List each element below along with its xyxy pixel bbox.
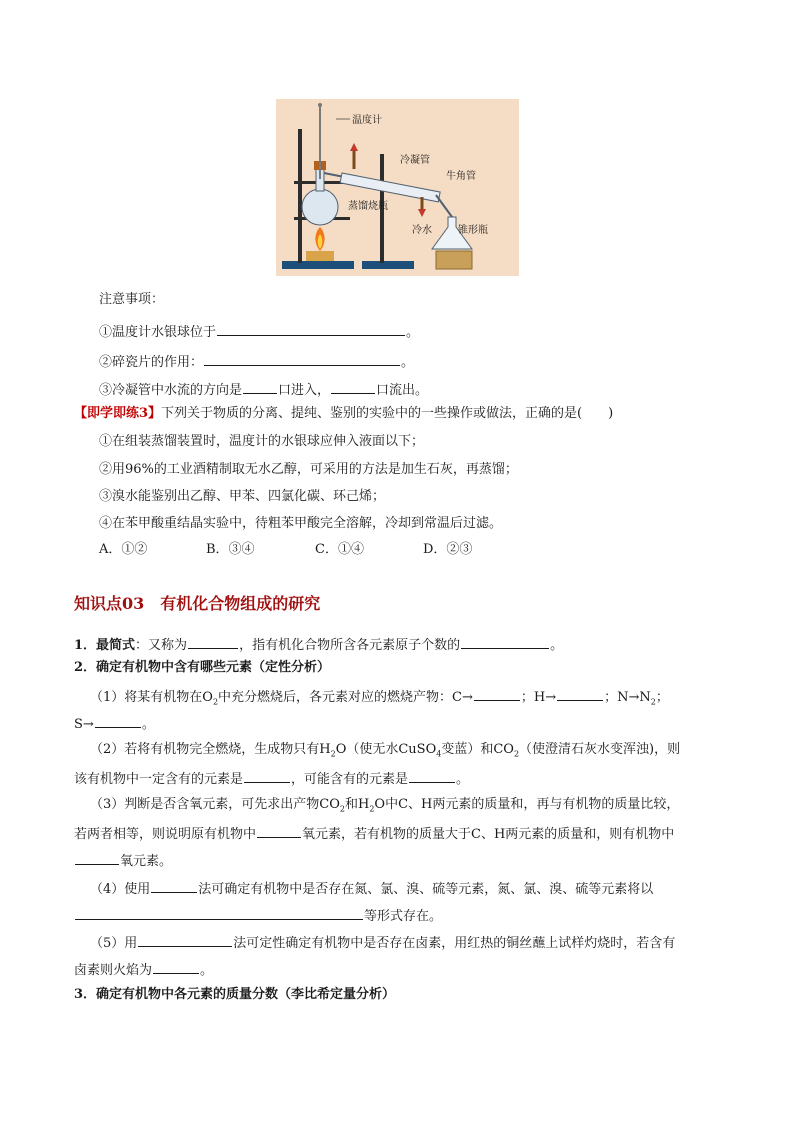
stand-rod-left [298, 129, 302, 263]
label-cold-water: 冷水 [412, 225, 432, 236]
para-2-4: （4）使用 法可确定有机物中是否存在氮、氯、溴、硫等元素，氮、氯、溴、硫等元素将以 [90, 878, 653, 899]
blank [409, 768, 455, 783]
para-2-3-cont: 若两者相等，则说明原有机物中 氧元素，若有机物的质量大于C、H两元素的质量和，则有机物中 [74, 823, 674, 844]
blank [75, 850, 119, 865]
para-2-3: （3）判断是否含氧元素，可先求出产物$CO_2$和$H_2O$中C、H两元素的质量和，再与有机物的质量比较， [90, 797, 680, 814]
para-2-2: （2）若将有机物完全燃烧，生成物只有$H_2O$（使无水CuSO$_4$变蓝）和$CO_2$（使澄清石灰水变浑浊)，则 [90, 742, 681, 759]
para-2-2-cont: 该有机物中一定含有的元素是 ，可能含有的元素是 。 [74, 768, 469, 789]
para-2-1: （1）将某有机物在$O_2$中充分燃烧后，各元素对应的燃烧产物：C→ ；H→ ；$N\to N_2$； [90, 686, 669, 712]
exercise-option-b: B．③④ [206, 542, 255, 557]
blank [244, 768, 290, 783]
stand-base-left [282, 261, 354, 269]
blank [75, 905, 363, 920]
exercise-item: ①在组装蒸馏装置时，温度计的水银球应伸入液面以下； [99, 434, 425, 449]
label-conical-flask: 锥形瓶 [458, 225, 488, 236]
note-3: ③冷凝管中水流的方向是 口进入， 口流出。 [99, 379, 428, 400]
section-heading: 知识点03 有机化合物组成的研究 [74, 594, 321, 613]
note-2: ②碎瓷片的作用： 。 [99, 351, 414, 372]
blank [461, 634, 549, 649]
exercise-item: ④在苯甲酸重结晶实验中，待粗苯甲酸完全溶解，冷却到常温后过滤。 [99, 516, 503, 531]
blank [188, 634, 238, 649]
blank [138, 932, 232, 947]
blank [557, 686, 603, 701]
exercise-tag: 【即学即练3】 [74, 406, 162, 421]
blank [204, 351, 400, 366]
label-adapter: 牛角管 [446, 171, 476, 182]
notes-title: 注意事项： [99, 292, 165, 307]
stand-base-right [362, 261, 414, 269]
blank [151, 878, 197, 893]
para-2-5-cont: 卤素则火焰为 。 [74, 959, 213, 980]
note-1: ①温度计水银球位于 。 [99, 321, 419, 342]
para-2-5: （5）用 法可定性确定有机物中是否存在卤素，用红热的铜丝蘸上试样灼烧时，若含有 [90, 932, 675, 953]
exercise-option-a: A．①② [99, 542, 148, 557]
label-thermometer: 温度计 [352, 115, 382, 126]
label-condenser: 冷凝管 [400, 155, 430, 166]
blank [217, 321, 405, 336]
exercise-question: 【即学即练3】下列关于物质的分离、提纯、鉴别的实验中的一些操作或做法，正确的是( ) [74, 406, 614, 421]
distillation-apparatus-diagram [276, 99, 519, 276]
exercise-item: ②用96%的工业酒精制取无水乙醇，可采用的方法是加生石灰，再蒸馏； [99, 462, 518, 477]
blank [474, 686, 520, 701]
para-2-4-cont: 等形式存在。 [74, 905, 442, 926]
exercise-item: ③溴水能鉴别出乙醇、甲苯、四氯化碳、环己烯； [99, 489, 386, 504]
para-1: 1．最简式：又称为 ，指有机化合物所含各元素原子个数的 。 [74, 634, 563, 655]
para-3-title: 3．确定有机物中各元素的质量分数（李比希定量分析） [74, 987, 396, 1002]
distillation-apparatus-figure [276, 99, 519, 276]
blank [95, 713, 141, 728]
label-flask: 蒸馏烧瓶 [348, 201, 388, 212]
para-2-title: 2．确定有机物中含有哪些元素（定性分析） [74, 660, 331, 675]
blank [331, 379, 375, 394]
blank [257, 823, 301, 838]
exercise-option-c: C．①④ [315, 542, 364, 557]
blank [243, 379, 277, 394]
para-2-1-cont: S→ 。 [74, 713, 155, 734]
para-2-3-cont2: 氧元素。 [74, 850, 172, 871]
blank [153, 959, 199, 974]
exercise-option-d: D．②③ [423, 542, 473, 557]
